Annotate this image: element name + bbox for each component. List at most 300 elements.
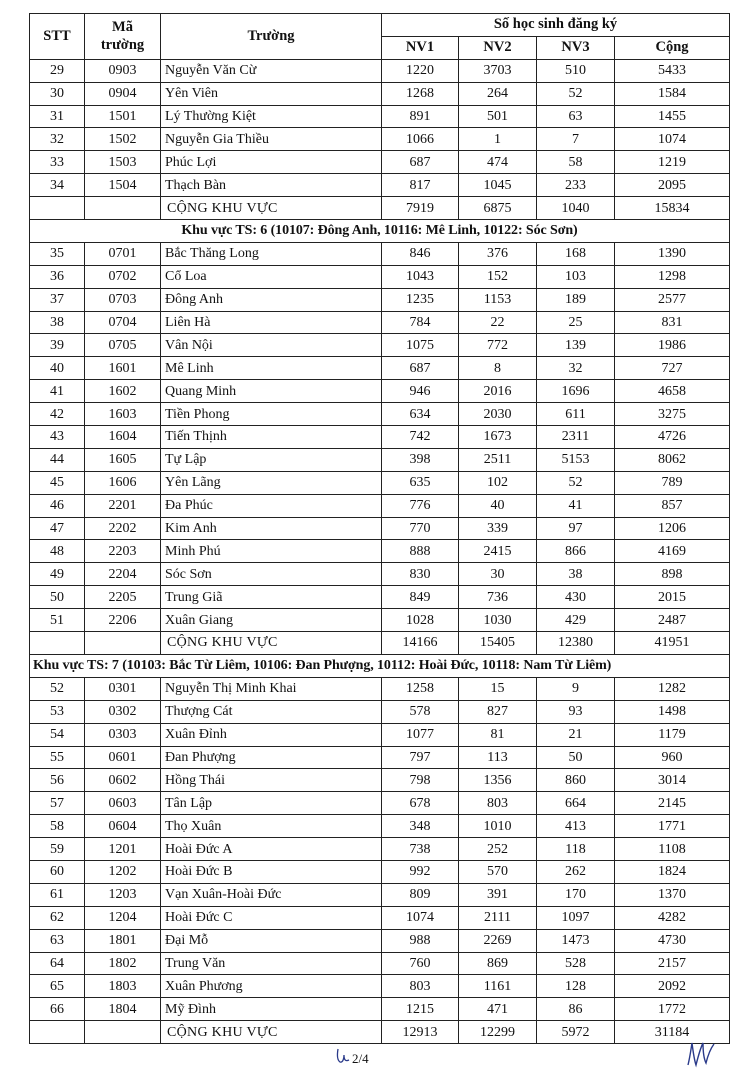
table-row <box>30 105 730 128</box>
cell-nv3: 139 <box>537 334 615 357</box>
cell-nv1: 797 <box>382 746 459 769</box>
cell-cong: 2095 <box>615 174 730 197</box>
cell-stt: 62 <box>30 906 85 929</box>
cell-stt: 56 <box>30 769 85 792</box>
table-row <box>30 883 730 906</box>
cell-cong: 1298 <box>615 265 730 288</box>
cell-nv2: 22 <box>459 311 537 334</box>
cell-nv3: 25 <box>537 311 615 334</box>
cell-stt: 59 <box>30 838 85 861</box>
total-nv2: 6875 <box>459 197 537 220</box>
cell-truong: Vạn Xuân-Hoài Đức <box>161 883 382 906</box>
region-7-header <box>30 654 730 677</box>
cell-truong: Hoài Đức C <box>161 906 382 929</box>
table-row <box>30 151 730 174</box>
cell-nv3: 189 <box>537 288 615 311</box>
cell-nv2: 1356 <box>459 769 537 792</box>
cell-nv2: 391 <box>459 883 537 906</box>
total-cong: 41951 <box>615 632 730 655</box>
table-row <box>30 288 730 311</box>
cell-ma-truong: 0303 <box>85 723 161 746</box>
cell-nv3: 168 <box>537 242 615 265</box>
table-row <box>30 586 730 609</box>
cell-ma-truong: 1802 <box>85 952 161 975</box>
total-nv3: 1040 <box>537 197 615 220</box>
cell-nv1: 1268 <box>382 82 459 105</box>
cell-stt: 44 <box>30 448 85 471</box>
cell-nv2: 869 <box>459 952 537 975</box>
cell-nv2: 2415 <box>459 540 537 563</box>
cell-stt: 58 <box>30 815 85 838</box>
cell-truong: Mê Linh <box>161 357 382 380</box>
cell-nv2: 474 <box>459 151 537 174</box>
cell-nv3: 32 <box>537 357 615 380</box>
cell-ma-truong: 1604 <box>85 426 161 449</box>
cell-stt: 61 <box>30 883 85 906</box>
cell-truong: Sóc Sơn <box>161 563 382 586</box>
total-label: CỘNG KHU VỰC <box>161 197 382 220</box>
cell-nv2: 252 <box>459 838 537 861</box>
cell-cong: 5433 <box>615 59 730 82</box>
table-row <box>30 860 730 883</box>
cell-nv2: 2511 <box>459 448 537 471</box>
initial-mark-icon <box>335 1047 351 1065</box>
cell-nv1: 687 <box>382 357 459 380</box>
cell-truong: Xuân Phương <box>161 975 382 998</box>
table-row <box>30 357 730 380</box>
cell-truong: Đông Anh <box>161 288 382 311</box>
cell-stt: 54 <box>30 723 85 746</box>
header-truong: Trường <box>161 14 382 60</box>
header-group-title: Số học sinh đăng ký <box>382 14 730 37</box>
cell-stt: 64 <box>30 952 85 975</box>
cell-nv2: 8 <box>459 357 537 380</box>
cell-ma-truong: 0704 <box>85 311 161 334</box>
cell-nv1: 634 <box>382 403 459 426</box>
cell-empty <box>85 632 161 655</box>
cell-nv1: 1215 <box>382 998 459 1021</box>
cell-ma-truong: 0702 <box>85 265 161 288</box>
table-row <box>30 494 730 517</box>
cell-nv2: 1673 <box>459 426 537 449</box>
table-row <box>30 426 730 449</box>
table-row <box>30 174 730 197</box>
cell-truong: Xuân Đỉnh <box>161 723 382 746</box>
cell-nv3: 413 <box>537 815 615 838</box>
cell-nv3: 1097 <box>537 906 615 929</box>
cell-nv2: 570 <box>459 860 537 883</box>
cell-ma-truong: 0301 <box>85 677 161 700</box>
cell-stt: 57 <box>30 792 85 815</box>
total-label: CỘNG KHU VỰC <box>161 632 382 655</box>
cell-cong: 4169 <box>615 540 730 563</box>
cell-cong: 3014 <box>615 769 730 792</box>
cell-nv2: 264 <box>459 82 537 105</box>
cell-truong: Đại Mỗ <box>161 929 382 952</box>
total-nv2: 15405 <box>459 632 537 655</box>
cell-nv3: 41 <box>537 494 615 517</box>
cell-truong: Liên Hà <box>161 311 382 334</box>
cell-nv2: 1161 <box>459 975 537 998</box>
cell-empty <box>30 197 85 220</box>
cell-ma-truong: 0703 <box>85 288 161 311</box>
cell-truong: Thạch Bàn <box>161 174 382 197</box>
cell-truong: Vân Nội <box>161 334 382 357</box>
cell-ma-truong: 1204 <box>85 906 161 929</box>
cell-nv1: 770 <box>382 517 459 540</box>
document-sheet <box>29 13 729 1044</box>
cell-truong: Tự Lập <box>161 448 382 471</box>
cell-nv1: 687 <box>382 151 459 174</box>
cell-nv3: 528 <box>537 952 615 975</box>
cell-nv2: 81 <box>459 723 537 746</box>
table-row <box>30 975 730 998</box>
cell-truong: Xuân Giang <box>161 609 382 632</box>
cell-ma-truong: 2204 <box>85 563 161 586</box>
cell-nv3: 58 <box>537 151 615 174</box>
cell-ma-truong: 0603 <box>85 792 161 815</box>
cell-nv1: 988 <box>382 929 459 952</box>
cell-nv3: 1473 <box>537 929 615 952</box>
header-nv1: NV1 <box>382 36 459 59</box>
page-number: 2/4 <box>352 1051 369 1066</box>
cell-stt: 53 <box>30 700 85 723</box>
cell-cong: 1772 <box>615 998 730 1021</box>
cell-stt: 60 <box>30 860 85 883</box>
total-label: CỘNG KHU VỰC <box>161 1021 382 1044</box>
cell-cong: 789 <box>615 471 730 494</box>
cell-nv3: 63 <box>537 105 615 128</box>
cell-empty <box>30 1021 85 1044</box>
cell-nv2: 339 <box>459 517 537 540</box>
cell-stt: 66 <box>30 998 85 1021</box>
table-row <box>30 609 730 632</box>
cell-stt: 52 <box>30 677 85 700</box>
table-row <box>30 59 730 82</box>
cell-truong: Cổ Loa <box>161 265 382 288</box>
cell-nv3: 866 <box>537 540 615 563</box>
cell-nv1: 776 <box>382 494 459 517</box>
cell-stt: 36 <box>30 265 85 288</box>
cell-cong: 4726 <box>615 426 730 449</box>
table-row <box>30 677 730 700</box>
header-ma-truong: Mã trường <box>85 14 161 60</box>
header-stt: STT <box>30 14 85 60</box>
cell-nv3: 93 <box>537 700 615 723</box>
table-row <box>30 517 730 540</box>
cell-truong: Tiền Phong <box>161 403 382 426</box>
total-cong: 31184 <box>615 1021 730 1044</box>
cell-ma-truong: 2201 <box>85 494 161 517</box>
cell-nv2: 3703 <box>459 59 537 82</box>
cell-cong: 1824 <box>615 860 730 883</box>
cell-nv3: 38 <box>537 563 615 586</box>
cell-truong: Tiến Thịnh <box>161 426 382 449</box>
cell-cong: 1108 <box>615 838 730 861</box>
table-header <box>30 14 730 60</box>
table-row <box>30 952 730 975</box>
cell-nv1: 398 <box>382 448 459 471</box>
table-row <box>30 448 730 471</box>
cell-ma-truong: 2206 <box>85 609 161 632</box>
cell-cong: 4658 <box>615 380 730 403</box>
table-row <box>30 334 730 357</box>
cell-ma-truong: 1203 <box>85 883 161 906</box>
cell-nv1: 1028 <box>382 609 459 632</box>
cell-truong: Minh Phú <box>161 540 382 563</box>
table-body-region-7 <box>30 677 730 1043</box>
cell-nv1: 803 <box>382 975 459 998</box>
cell-cong: 898 <box>615 563 730 586</box>
cell-empty <box>85 197 161 220</box>
cell-truong: Nguyễn Văn Cừ <box>161 59 382 82</box>
cell-cong: 1498 <box>615 700 730 723</box>
cell-stt: 48 <box>30 540 85 563</box>
cell-ma-truong: 1202 <box>85 860 161 883</box>
table-row <box>30 403 730 426</box>
cell-truong: Mỹ Đình <box>161 998 382 1021</box>
cell-truong: Quang Minh <box>161 380 382 403</box>
cell-nv1: 1074 <box>382 906 459 929</box>
cell-nv2: 40 <box>459 494 537 517</box>
cell-cong: 2487 <box>615 609 730 632</box>
cell-nv1: 830 <box>382 563 459 586</box>
page-footer <box>0 1047 730 1075</box>
cell-ma-truong: 1201 <box>85 838 161 861</box>
cell-stt: 29 <box>30 59 85 82</box>
cell-stt: 30 <box>30 82 85 105</box>
cell-ma-truong: 1603 <box>85 403 161 426</box>
cell-cong: 2157 <box>615 952 730 975</box>
cell-nv3: 170 <box>537 883 615 906</box>
table-row <box>30 746 730 769</box>
total-row <box>30 1021 730 1044</box>
cell-nv3: 50 <box>537 746 615 769</box>
total-row <box>30 632 730 655</box>
cell-stt: 41 <box>30 380 85 403</box>
cell-ma-truong: 0904 <box>85 82 161 105</box>
cell-ma-truong: 0601 <box>85 746 161 769</box>
total-cong: 15834 <box>615 197 730 220</box>
table-row <box>30 929 730 952</box>
cell-cong: 1219 <box>615 151 730 174</box>
cell-nv3: 7 <box>537 128 615 151</box>
cell-nv1: 891 <box>382 105 459 128</box>
table-row <box>30 128 730 151</box>
table-row <box>30 815 730 838</box>
cell-nv2: 113 <box>459 746 537 769</box>
cell-stt: 43 <box>30 426 85 449</box>
cell-nv1: 760 <box>382 952 459 975</box>
total-row <box>30 197 730 220</box>
cell-nv3: 86 <box>537 998 615 1021</box>
cell-nv3: 611 <box>537 403 615 426</box>
region-title: Khu vực TS: 7 (10103: Bắc Từ Liêm, 10106: Đan Phượng, 10112: Hoài Đức, 10118: Nam Từ Liêm) <box>30 654 730 677</box>
cell-ma-truong: 1605 <box>85 448 161 471</box>
cell-nv3: 118 <box>537 838 615 861</box>
cell-nv1: 992 <box>382 860 459 883</box>
cell-nv2: 15 <box>459 677 537 700</box>
cell-cong: 831 <box>615 311 730 334</box>
cell-stt: 40 <box>30 357 85 380</box>
header-nv3: NV3 <box>537 36 615 59</box>
cell-empty <box>30 632 85 655</box>
cell-nv3: 103 <box>537 265 615 288</box>
cell-truong: Hoài Đức A <box>161 838 382 861</box>
cell-stt: 47 <box>30 517 85 540</box>
cell-truong: Yên Viên <box>161 82 382 105</box>
table-row <box>30 242 730 265</box>
registration-table <box>29 13 730 1044</box>
cell-stt: 50 <box>30 586 85 609</box>
table-row <box>30 82 730 105</box>
cell-nv2: 736 <box>459 586 537 609</box>
table-row <box>30 700 730 723</box>
cell-ma-truong: 0903 <box>85 59 161 82</box>
total-nv1: 14166 <box>382 632 459 655</box>
cell-truong: Đa Phúc <box>161 494 382 517</box>
cell-nv1: 1258 <box>382 677 459 700</box>
table-row <box>30 380 730 403</box>
table-row <box>30 769 730 792</box>
region-6-header <box>30 220 730 243</box>
cell-nv3: 52 <box>537 82 615 105</box>
cell-cong: 1370 <box>615 883 730 906</box>
cell-stt: 46 <box>30 494 85 517</box>
table-row <box>30 265 730 288</box>
cell-nv3: 2311 <box>537 426 615 449</box>
cell-nv3: 52 <box>537 471 615 494</box>
cell-ma-truong: 0302 <box>85 700 161 723</box>
cell-nv1: 809 <box>382 883 459 906</box>
cell-ma-truong: 2205 <box>85 586 161 609</box>
cell-stt: 55 <box>30 746 85 769</box>
cell-nv3: 860 <box>537 769 615 792</box>
cell-nv3: 430 <box>537 586 615 609</box>
cell-truong: Kim Anh <box>161 517 382 540</box>
cell-cong: 1771 <box>615 815 730 838</box>
cell-cong: 1390 <box>615 242 730 265</box>
cell-nv1: 946 <box>382 380 459 403</box>
cell-ma-truong: 1504 <box>85 174 161 197</box>
table-row <box>30 471 730 494</box>
header-cong: Cộng <box>615 36 730 59</box>
cell-cong: 1206 <box>615 517 730 540</box>
cell-stt: 37 <box>30 288 85 311</box>
cell-nv3: 128 <box>537 975 615 998</box>
cell-truong: Thượng Cát <box>161 700 382 723</box>
table-row <box>30 838 730 861</box>
cell-nv1: 738 <box>382 838 459 861</box>
cell-truong: Trung Giã <box>161 586 382 609</box>
cell-nv3: 262 <box>537 860 615 883</box>
total-nv3: 12380 <box>537 632 615 655</box>
cell-ma-truong: 2202 <box>85 517 161 540</box>
cell-nv1: 888 <box>382 540 459 563</box>
cell-nv2: 30 <box>459 563 537 586</box>
cell-nv1: 849 <box>382 586 459 609</box>
cell-cong: 4730 <box>615 929 730 952</box>
cell-nv3: 1696 <box>537 380 615 403</box>
cell-stt: 38 <box>30 311 85 334</box>
cell-truong: Hoài Đức B <box>161 860 382 883</box>
cell-cong: 2145 <box>615 792 730 815</box>
cell-ma-truong: 1601 <box>85 357 161 380</box>
cell-ma-truong: 1804 <box>85 998 161 1021</box>
header-nv2: NV2 <box>459 36 537 59</box>
cell-truong: Nguyễn Thị Minh Khai <box>161 677 382 700</box>
cell-ma-truong: 2203 <box>85 540 161 563</box>
cell-truong: Thọ Xuân <box>161 815 382 838</box>
cell-nv3: 5153 <box>537 448 615 471</box>
cell-nv2: 102 <box>459 471 537 494</box>
cell-stt: 31 <box>30 105 85 128</box>
cell-nv2: 1 <box>459 128 537 151</box>
cell-stt: 63 <box>30 929 85 952</box>
cell-stt: 49 <box>30 563 85 586</box>
cell-cong: 2577 <box>615 288 730 311</box>
region-title: Khu vực TS: 6 (10107: Đông Anh, 10116: Mê Linh, 10122: Sóc Sơn) <box>30 220 730 243</box>
cell-cong: 1584 <box>615 82 730 105</box>
cell-ma-truong: 1803 <box>85 975 161 998</box>
table-row <box>30 723 730 746</box>
cell-ma-truong: 1801 <box>85 929 161 952</box>
cell-nv1: 1043 <box>382 265 459 288</box>
cell-ma-truong: 0604 <box>85 815 161 838</box>
cell-nv1: 846 <box>382 242 459 265</box>
cell-ma-truong: 0705 <box>85 334 161 357</box>
cell-truong: Phúc Lợi <box>161 151 382 174</box>
cell-nv3: 510 <box>537 59 615 82</box>
cell-cong: 1455 <box>615 105 730 128</box>
cell-nv3: 429 <box>537 609 615 632</box>
cell-cong: 727 <box>615 357 730 380</box>
signature-mark-icon <box>684 1039 716 1069</box>
cell-nv1: 1066 <box>382 128 459 151</box>
cell-nv2: 1010 <box>459 815 537 838</box>
cell-cong: 3275 <box>615 403 730 426</box>
cell-nv2: 2269 <box>459 929 537 952</box>
cell-ma-truong: 0602 <box>85 769 161 792</box>
table-row <box>30 906 730 929</box>
cell-stt: 51 <box>30 609 85 632</box>
cell-cong: 960 <box>615 746 730 769</box>
cell-cong: 1282 <box>615 677 730 700</box>
cell-ma-truong: 1602 <box>85 380 161 403</box>
cell-ma-truong: 1606 <box>85 471 161 494</box>
cell-nv1: 817 <box>382 174 459 197</box>
cell-cong: 2015 <box>615 586 730 609</box>
cell-nv2: 376 <box>459 242 537 265</box>
cell-nv3: 233 <box>537 174 615 197</box>
table-body-region-6 <box>30 242 730 654</box>
cell-nv1: 798 <box>382 769 459 792</box>
cell-nv2: 1045 <box>459 174 537 197</box>
cell-stt: 65 <box>30 975 85 998</box>
cell-ma-truong: 1501 <box>85 105 161 128</box>
cell-stt: 34 <box>30 174 85 197</box>
cell-cong: 4282 <box>615 906 730 929</box>
cell-nv1: 742 <box>382 426 459 449</box>
cell-nv3: 21 <box>537 723 615 746</box>
table-body-region-5 <box>30 59 730 219</box>
cell-cong: 1074 <box>615 128 730 151</box>
cell-nv1: 784 <box>382 311 459 334</box>
cell-nv3: 97 <box>537 517 615 540</box>
cell-nv2: 471 <box>459 998 537 1021</box>
cell-stt: 32 <box>30 128 85 151</box>
cell-ma-truong: 1503 <box>85 151 161 174</box>
